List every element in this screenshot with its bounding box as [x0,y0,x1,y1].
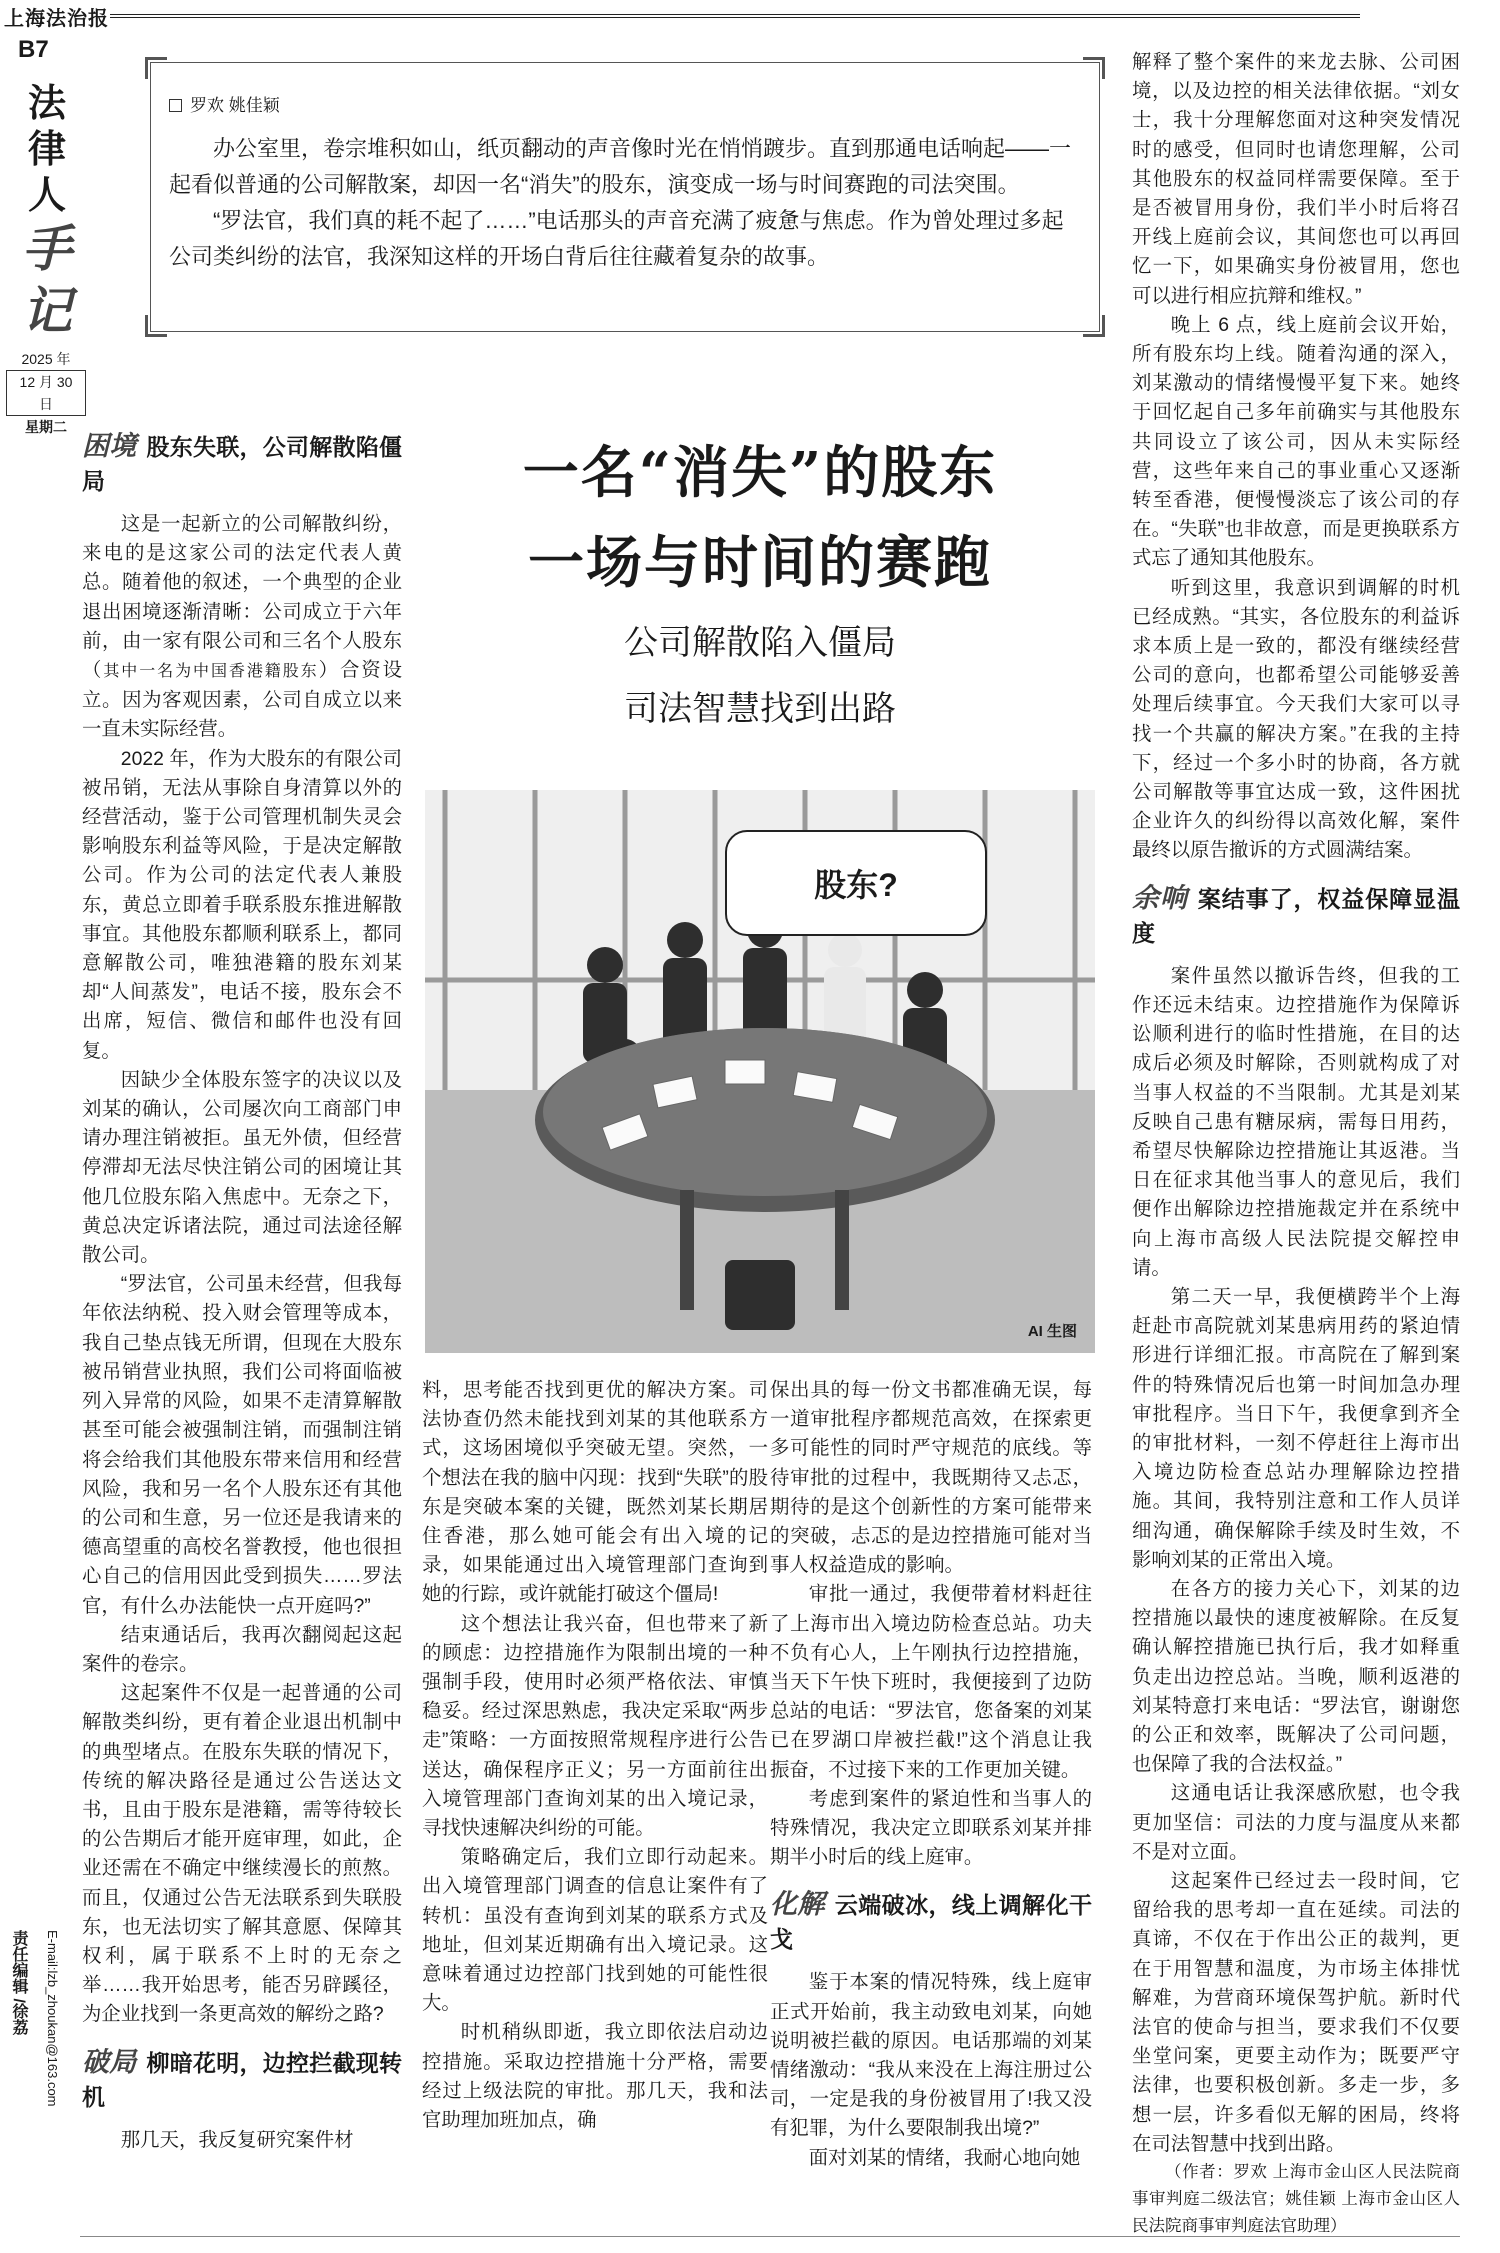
byline [169,91,280,116]
section-heading [82,430,402,498]
article-paragraph: 那几天，我反复研究案件材 [120,2128,354,2151]
section-char: 手 [22,219,72,278]
article-column-4 [1132,48,1460,2240]
article-paragraph [82,510,402,745]
article-paragraph: 这通电话让我深感欣慰，也令我更加坚信：司法的力度与温度从来都不是对立面。 [1132,1782,1460,1863]
section-tag: 化解 [770,1889,825,1921]
article-paragraph: 保出具的每一份文书都准确无误，每一道审批程序都规范高效，在探索更多可能性的同时严守规范的底线。等待审批的过程中，我既期待又忐忑，期待的是这个创新性的方案可能带来的突破，忐忑的是边控措施可能对当事人权益造成的影响。 [770,1379,1092,1577]
photo-credit: AI 生图 [1027,1323,1077,1340]
section-char: 律 [27,126,66,171]
meeting-illustration [425,790,1095,1353]
article-paragraph: 2022 年，作为大股东的有限公司被吊销，无法从事除自身清算以外的经营活动，鉴于公司管理机制失灵会影响股东利益等风险，于是决定解散公司。作为公司的法定代表人兼股东，黄总立即着手联系股东推进解散事宜。其他股东都顺利联系上，都同意解散公司，唯独港籍的股东刘某却“人间蒸发”，电话不接，股东会不出席，短信、微信和邮件也没有回复。 [82,747,403,1062]
article-paragraph: 鉴于本案的情况特殊，线上庭审正式开始前，我主动致电刘某，向她说明被拦截的原因。电话那端的刘某情绪激动：“我从来没在上海注册过公司，一定是我的身份被冒用了!我又没有犯罪，为什么要限制我出境?” [770,1971,1092,2140]
left-sidebar [0,30,90,2253]
corner-mark [145,57,167,79]
section-heading [1132,882,1460,950]
article-paragraph: 这个想法让我兴奋，但也带来了新的顾虑：边控措施作为限制出境的一种强制手段，使用时必须严格依法、审慎稳妥。经过深思熟虑，我决定采取“两步走”策略：一方面按照常规程序进行公告送达，确保程序正义；另一方面前往出入境管理部门查询刘某的出入境记录，寻找快速解决纠纷的可能。 [422,1612,768,1840]
square-icon [169,99,182,112]
section-heading-text: 股东失联，公司解散陷僵局 [82,434,402,494]
byline-authors: 罗欢 姚佳颖 [190,96,280,115]
subheadline: 公司解散陷入僵局 [624,624,896,662]
article-column-1 [82,414,402,2155]
masthead [0,0,1500,30]
headline-line: 一场与时间的赛跑 [528,530,992,596]
article-paragraph: 时机稍纵即逝，我立即依法启动边控措施。采取边控措施十分严格，需要经过上级法院的审批。那几天，我和法官助理加班加点，确 [422,2021,768,2132]
intro-paragraph: 办公室里，卷宗堆积如山，纸页翻动的声音像时光在悄悄踱步。直到那通电话响起——一起看似普通的公司解散案，却因一名“消失”的股东，演变成一场与时间赛跑的司法突围。 [169,136,1072,197]
intro-paragraph: “罗法官，我们真的耗不起了……”电话那头的声音充满了疲惫与焦虑。作为曾处理过多起公司类纠纷的法官，我深知这样的开场白背后往往藏着复杂的故事。 [169,208,1064,269]
article-paragraph: 结束通话后，我再次翻阅起这起案件的卷宗。 [82,1623,402,1675]
article-paragraph: 听到这里，我意识到调解的时机已经成熟。“其实，各位股东的利益诉求本质上是一致的，都没有继续经营公司的意向，也都希望公司能够妥善处理后续事宜。今天我们大家可以寻找一个共赢的解决方案。”在我的主持下，经过一个多小时的协商，各方就公司解散等事宜达成一致，这件困扰企业许久的纠纷得以高效化解，案件最终以原告撤诉的方式圆满结案。 [1132,576,1460,862]
paragraph-text: ）合资设立。因为客观因素，公司自成立以来一直未实际经营。 [82,659,403,741]
article-paragraph: 料，思考能否找到更优的解决方案。司法协查仍然未能找到刘某的其他联系方式，这场困境似乎突破无望。突然，一个想法在我的脑中闪现：找到“失联”的股东是突破本案的关键，既然刘某长期居住香港，那么她可能会有出入境的记录，如果能通过出入境管理部门查询到她的行踪，或许就能打破这个僵局! [422,1379,768,1606]
article-paragraph: 案件虽然以撤诉告终，但我的工作还远未结束。边控措施作为保障诉讼顺利进行的临时性措施，在目的达成后必须及时解除，否则就构成了对当事人权益的不当限制。尤其是刘某反映自己患有糖尿病，需每日用药，希望尽快解除边控措施让其返港。当日在征求其他当事人的意见后，我们便作出解除边控措施裁定并在系统中向上海市高级人民法院提交解控申请。 [1132,964,1460,1279]
corner-mark [145,315,167,337]
intro-box [150,62,1100,332]
article-paragraph: 因缺少全体股东签字的决议以及刘某的确认，公司屡次向工商部门申请办理注销被拒。虽无外债，但经营停滞却无法尽快注销公司的困境让其他几位股东陷入焦虑中。无奈之下，黄总决定诉诸法院，通过司法途径解散公司。 [82,1068,402,1267]
section-heading [770,1888,1092,1956]
article-paragraph: 面对刘某的情绪，我耐心地向她 [808,2146,1081,2169]
bottom-rule [80,2236,1460,2237]
article-paragraph: 晚上 6 点，线上庭前会议开始，所有股东均上线。随着沟通的深入，刘某激动的情绪慢慢平复下来。她终于回忆起自己多年前确实与其他股东共同设立了该公司，因从未实际经营，这些年来自己的事业重心又逐渐转至香港，便慢慢淡忘了该公司的存在。“失联”也非故意，而是更换联系方式忘了通知其他股东。 [1132,313,1460,570]
article-paragraph: 第二天一早，我便横跨半个上海赶赴市高院就刘某患病用药的紧迫情形进行详细汇报。市高院在了解到案件的特殊情况后也第一时间加急办理审批程序。当日下午，我便拿到齐全的审批材料，一刻不停赶往上海市出入境边防检查总站办理解除边控措施。其间，我特别注意和工作人员详细沟通，确保解除手续及时生效，不影响刘某的正常出入境。 [1132,1285,1460,1571]
article-paragraph: 这起案件不仅是一起普通的公司解散类纠纷，更有着企业退出机制中的典型堵点。在股东失联的情况下，传统的解决路径是通过公告送达文书，且由于股东是港籍，需等待较长的公告期后才能开庭审理，如此，企业还需在不确定中继续漫长的煎熬。而且，仅通过公告无法联系到失联股东，也无法切实了解其意愿、保障其权利，属于联系不上时的无奈之举……我开始思考，能否另辟蹊径，为企业找到一条更高效的解纷之路? [82,1682,402,2026]
section-tag: 困境 [82,431,137,462]
article-paragraph: 考虑到案件的紧迫性和当事人的特殊情况，我决定立即联系刘某并排期半小时后的线上庭审。 [770,1787,1092,1869]
editor-credit: 责任编辑 /徐荔 [10,1930,27,2035]
section-tag: 破局 [82,2046,137,2078]
speech-bubble: 股东? [725,830,987,936]
article-paragraph: 在各方的接力关心下，刘某的边控措施以最快的速度被解除。在反复确认解控措施已执行后，我才如释重负走出边控总站。当晚，顺利返港的刘某特意打来电话：“罗法官，谢谢您的公正和效率，既解决了公司问题，也保障了我的合法权益。” [1132,1577,1460,1776]
issue-year: 2025 年 [21,351,71,367]
article-paragraph: 解释了整个案件的来龙去脉、公司困境，以及边控的相关法律依据。“刘女士，我十分理解您面对这种突发情况时的感受，但同时也请您理解，公司其他股东的权益同样需要保障。至于是否被冒用身份，我们半小时后将召开线上庭前会议，其间您也可以再回忆一下，如果确实身份被冒用，您也可以进行相应抗辩和维权。” [1132,51,1460,307]
newspaper-logo: 上海法治报 [4,6,109,30]
headline-line: 一名“消失”的股东 [522,440,998,506]
headline [440,428,1080,740]
section-char: 记 [22,281,72,340]
section-heading-text: 柳暗花明，边控拦截现转机 [82,2049,402,2110]
article-column-3 [770,1376,1092,2173]
issue-weekday: 星期二 [25,419,67,435]
section-heading [82,2046,402,2114]
article-paragraph: “罗法官，公司虽未经营，但我每年依法纳税、投入财会管理等成本，我自己垫点钱无所谓，但现在大股东被吊销营业执照，我们公司将面临被列入异常的风险，如果不走清算解散甚至可能会被强制注销，而强制注销将会给我们其他股东带来信用和经营风险，我和另一名个人股东还有其他的公司和生意，另一位还是我请来的德高望重的高校名誉教授，他也很担心自己的信用因此受到损失……罗法官，有什么办法能快一点开庭吗?” [82,1273,402,1617]
section-title [22,80,72,342]
article-column-2 [422,1376,768,2135]
subheadline: 司法智慧找到出路 [624,690,896,728]
section-heading-text: 云端破冰，线上调解化干戈 [770,1892,1093,1953]
editor-email: E-mail:lzb_zhoukan@163.com [45,1930,60,2107]
corner-mark [1083,57,1105,79]
page-number: B7 [18,36,49,63]
section-char: 法 [27,80,66,125]
issue-date [6,348,86,438]
paragraph-text: 这是一起新立的公司解散纠纷，来电的是这家公司的法定代表人黄总。随着他的叙述，一个典型的企业退出困境逐渐清晰：公司成立于六年前，由一家有限公司和三名个人股东（ [82,513,402,682]
paragraph-note: 其中一名为中国香港籍股东 [103,663,319,681]
masthead-rule [110,14,1360,18]
intro-text [169,131,1079,275]
author-signoff: （作者：罗欢 上海市金山区人民法院商事审判庭二级法官；姚佳颖 上海市金山区人民法院商事审判庭法官助理） [1132,2163,1460,2236]
corner-mark [1083,315,1105,337]
section-tag: 余响 [1132,882,1188,914]
section-char: 人 [27,172,66,217]
article-paragraph: 这起案件已经过去一段时间，它留给我的思考却一直在延续。司法的真谛，不仅在于作出公正的裁判，更在于用智慧和温度，为市场主体排忧解难，为营商环境保驾护航。新时代法官的使命与担当，要求我们不仅要坐堂问案，更要主动作为；既要严守法律，也要积极创新。多走一步，多想一层，许多看似无解的困局，终将在司法智慧中找到出路。 [1132,1869,1460,2155]
issue-day: 12 月 30 日 [6,370,86,416]
section-heading-text: 案结事了，权益保障显温度 [1132,885,1461,946]
article-paragraph: 策略确定后，我们立即行动起来。出入境管理部门调查的信息让案件有了转机：虽没有查询到刘某的联系方式及地址，但刘某近期确有出入境记录。这意味着通过边控部门找到她的可能性很大。 [422,1846,768,2015]
article-paragraph: 审批一通过，我便带着材料赶往了上海市出入境边防检查总站。功夫不负有心人，上午刚执行边控措施，当天下午快下班时，我便接到了边防总站的电话：“罗法官，您备案的刘某已在罗湖口岸被拦截!”这个消息让我振奋，不过接下来的工作更加关键。 [770,1583,1092,1781]
